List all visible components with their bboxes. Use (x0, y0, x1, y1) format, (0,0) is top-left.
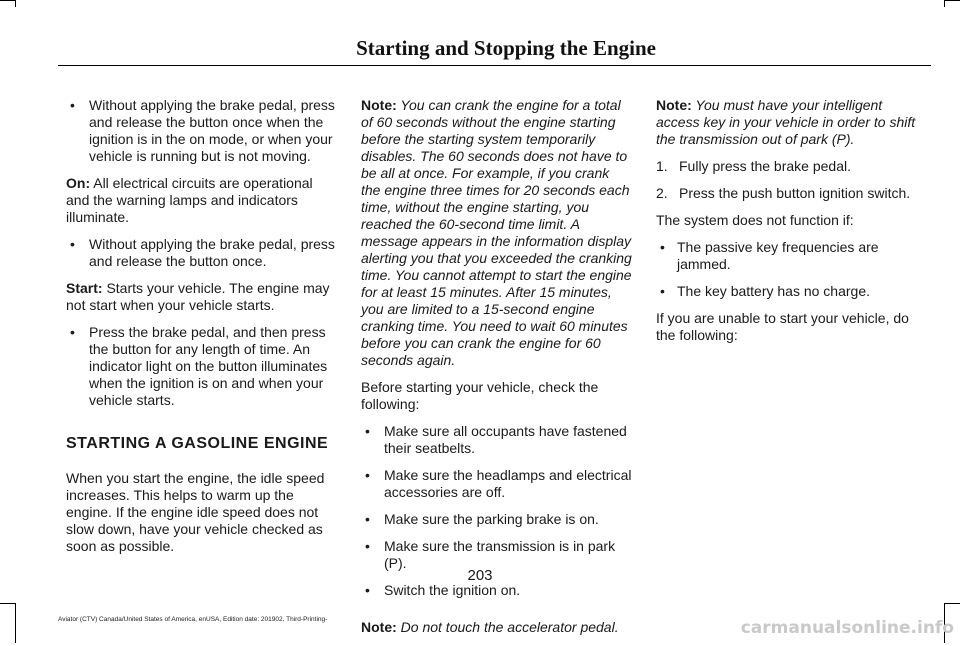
section-paragraph: When you start the engine, the idle speed increases. This helps to warm up the engine. If the engine idle speed does not slow down, have your vehicle checked as soon as possible. (66, 470, 325, 554)
steps-list (656, 158, 928, 202)
note-paragraph (361, 97, 632, 369)
intro-paragraph: The system does not function if: (656, 212, 854, 228)
note-label: Note: (656, 97, 692, 113)
crop-mark (0, 0, 15, 1)
bullet-icon: • (660, 283, 665, 299)
list-item (361, 467, 632, 501)
page-title: Starting and Stopping the Engine (356, 36, 656, 60)
list-item (66, 324, 336, 409)
note-label: Note: (361, 619, 397, 635)
bullet-icon: • (365, 423, 370, 439)
list-item (66, 236, 336, 270)
bullet-list (66, 324, 336, 409)
list-item-text: Make sure the headlamps and electrical accessories are off. (384, 467, 632, 500)
list-item (656, 158, 928, 175)
list-item (656, 185, 928, 202)
list-item-text: The key battery has no charge. (677, 283, 870, 299)
footer-text: Aviator (CTV) Canada/United States of America, enUSA, Edition date: 201902, Third-Printing- (58, 616, 328, 623)
list-item-text: The passive key frequencies are jammed. (677, 239, 879, 272)
list-item-text: Make sure the transmission is in park (P). (384, 538, 616, 571)
list-item-text: Without applying the brake pedal, press and release the button once. (89, 236, 335, 269)
on-paragraph (66, 175, 336, 226)
list-item-text: Press the push button ignition switch. (679, 185, 911, 201)
list-item-text: Switch the ignition on. (384, 582, 521, 598)
column-3 (656, 97, 928, 354)
bullet-icon: • (365, 538, 370, 554)
list-item (66, 97, 336, 165)
note-paragraph (656, 97, 928, 148)
bullet-icon: • (660, 239, 665, 255)
bullet-icon: • (365, 582, 370, 598)
page-number: 203 (467, 567, 493, 584)
crop-mark (944, 0, 945, 7)
list-item (361, 423, 632, 457)
crop-mark (945, 0, 960, 1)
crop-mark (15, 0, 16, 7)
list-item-text: Press the brake pedal, and then press the button for any length of time. An indicator light on the button illuminates when the ignition is on and when your vehicle starts. (89, 324, 328, 408)
list-item (656, 239, 928, 273)
note-text: You must have your intelligent access key in your vehicle in order to shift the transmission out of park (P). (656, 97, 916, 147)
note-paragraph (361, 619, 632, 636)
list-item-text: Fully press the brake pedal. (679, 158, 851, 174)
crop-mark (945, 603, 960, 604)
list-item (361, 511, 632, 528)
list-item (656, 283, 928, 300)
on-text: All electrical circuits are operational and the warning lamps and indicators illuminate. (66, 175, 313, 225)
list-item-text: Without applying the brake pedal, press and release the button once when the ignition is in the on mode, or when your vehicle is running but is not moving. (89, 97, 335, 164)
header-rule (58, 65, 931, 66)
bullet-icon: • (365, 467, 370, 483)
list-item (361, 582, 632, 599)
conditions-list (656, 239, 928, 300)
note-text: You can crank the engine for a total of 60 seconds without the engine starting before the starting system temporarily disables. The 60 seconds does not have to be all at once. For example, if you crank the engine three times for 20 seconds each time, without the engine starting, you reached the 60-second time limit. A message appears in the information display alerting you that you exceeded the cranking time. You cannot attempt to start the engine for at least 15 minutes. After 15 minutes, you are limited to a 15-second engine cranking time. You need to wait 60 minutes before you can crank the engine for 60 seconds again. (361, 97, 632, 368)
bullet-icon: • (70, 97, 75, 113)
bullet-icon: • (70, 324, 75, 340)
bullet-icon: • (365, 511, 370, 527)
note-text: Do not touch the accelerator pedal. (396, 619, 619, 635)
start-paragraph (66, 280, 336, 314)
watermark: carmanualsonline.info (740, 618, 954, 638)
column-2 (361, 97, 632, 646)
intro-paragraph: Before starting your vehicle, check the following: (361, 379, 599, 412)
note-label: Note: (361, 97, 397, 113)
bullet-icon: • (70, 236, 75, 252)
step-number: 1. (656, 158, 668, 174)
crop-mark (15, 603, 16, 643)
start-text: Starts your vehicle. The engine may not start when your vehicle starts. (66, 280, 330, 313)
list-item-text: Make sure the parking brake is on. (384, 511, 599, 527)
list-item-text: Make sure all occupants have fastened their seatbelts. (384, 423, 627, 456)
bullet-list (66, 97, 336, 165)
bullet-list (66, 236, 336, 270)
crop-mark (0, 603, 15, 604)
column-1 (66, 97, 336, 565)
step-number: 2. (656, 185, 668, 201)
final-paragraph: If you are unable to start your vehicle, do the following: (656, 310, 909, 343)
start-label: Start: (66, 280, 103, 296)
on-label: On: (66, 175, 91, 191)
section-heading: STARTING A GASOLINE ENGINE (66, 435, 329, 452)
